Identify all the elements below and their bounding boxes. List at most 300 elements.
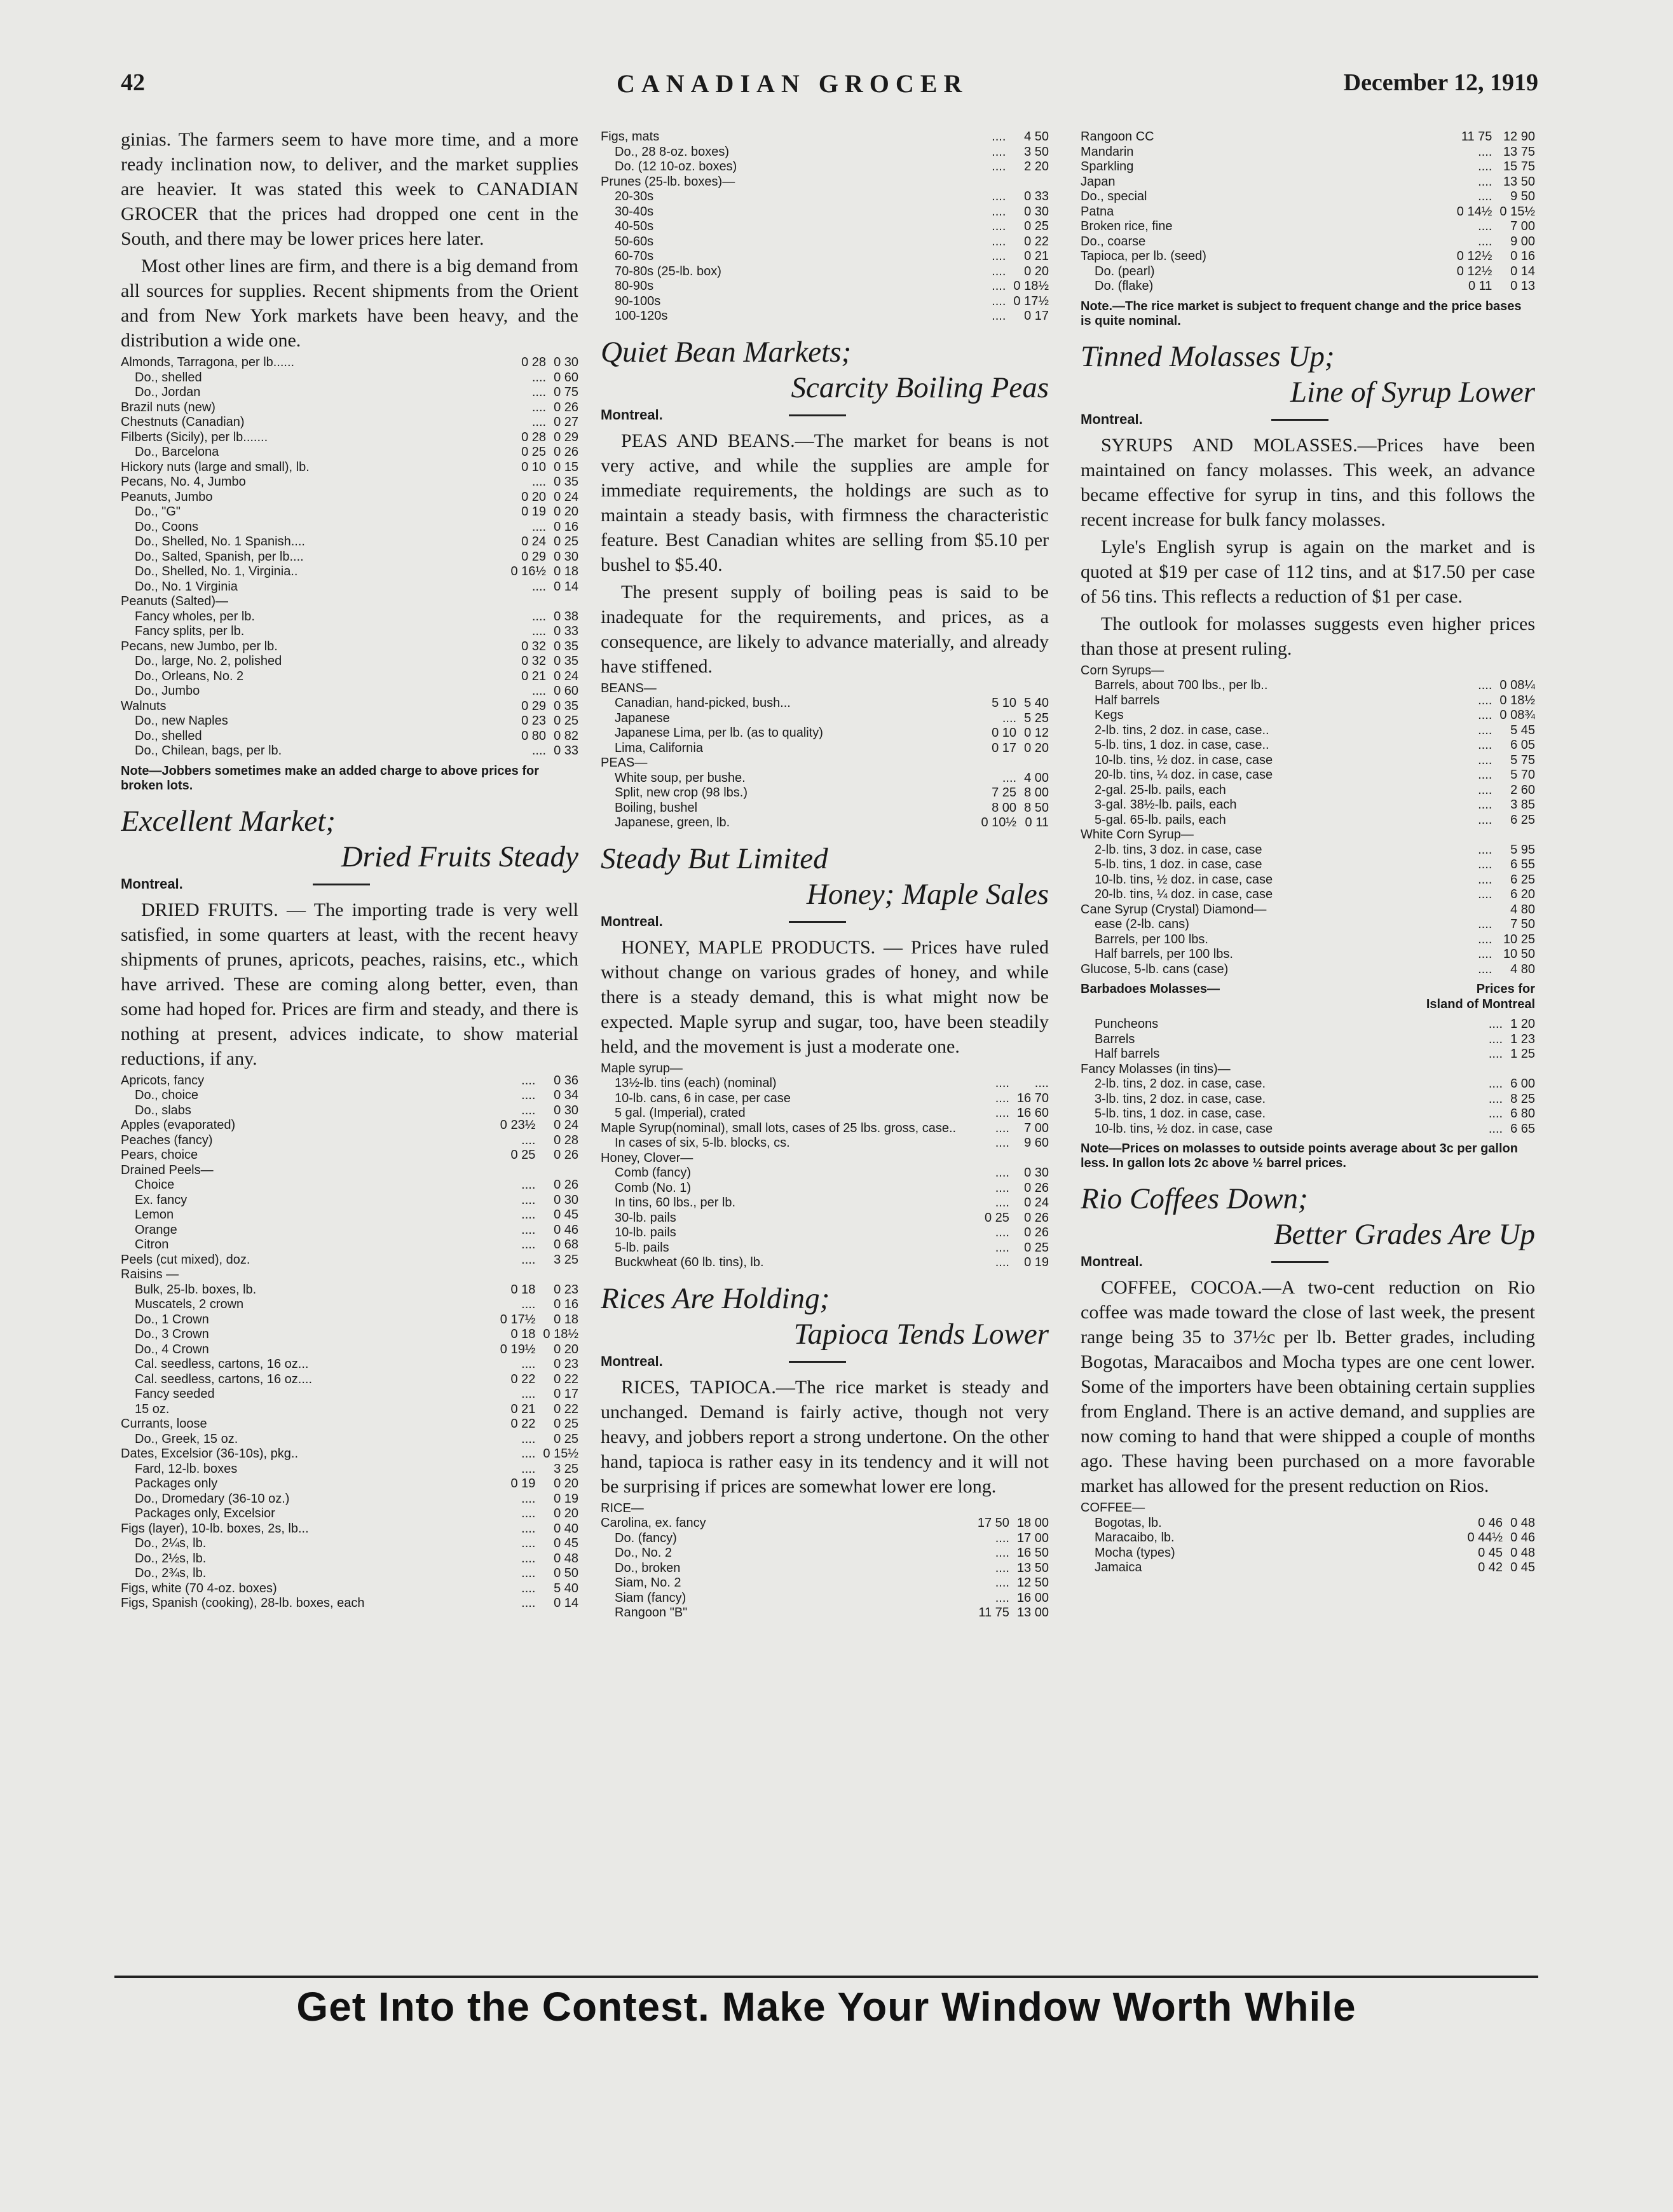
coffee-price-table — [1081, 1501, 1535, 1576]
price-high: 0 26 — [554, 1148, 578, 1162]
price-low: .... — [1488, 1107, 1503, 1121]
item-name: Do., 28 8-oz. boxes) — [615, 144, 730, 159]
price-high: 0 46 — [1510, 1531, 1535, 1545]
price-high: 0 24 — [554, 669, 578, 683]
item-name: Do., shelled — [135, 370, 202, 385]
item-name: 10-lb. cans, 6 in case, per case — [615, 1091, 791, 1105]
item-name: Do., Shelled, No. 1 Spanish.... — [135, 535, 305, 549]
item-name: 20-lb. tins, ¼ doz. in case, case — [1095, 887, 1273, 901]
price-low: .... — [1478, 812, 1492, 827]
price-row — [121, 385, 578, 400]
nuts-price-table — [121, 355, 578, 759]
price-high: 4 80 — [1510, 902, 1535, 917]
price-low: .... — [1002, 711, 1017, 725]
price-high: 10 25 — [1503, 932, 1535, 946]
dried-fruits-paragraph: DRIED FRUITS. — The importing trade is very well satisfied, in some quarters at least, with the recent heavy shipments of prunes, apricots, peaches, raisins, etc., which have arrived. These are coming along better, even, than some had hoped for. Prices are firm and steady, and there is nothing at present, advices indicate, to show material reductions, if any. — [121, 899, 578, 1069]
price-low: .... — [1478, 932, 1492, 946]
price-row — [1081, 130, 1535, 145]
price-high: 6 80 — [1510, 1107, 1535, 1121]
price-high: 0 75 — [554, 385, 578, 399]
price-row — [121, 460, 578, 475]
price-high: 0 22 — [554, 1402, 578, 1416]
item-name: Do., choice — [135, 1088, 199, 1102]
price-high: 0 15 — [554, 460, 578, 474]
bean-paragraph-2: The present supply of boiling peas is said to be inadequate for the requirements, and prices, as a consequence, are likely to advance materially, and already have stiffened. — [601, 581, 1049, 677]
item-name: 60-70s — [615, 249, 654, 263]
price-low: .... — [1478, 738, 1492, 752]
price-low — [1470, 903, 1492, 918]
price-low: .... — [521, 1192, 536, 1207]
item-name: Peanuts (Salted)— — [121, 594, 228, 608]
bean-dateline: Montreal. — [601, 407, 1049, 425]
item-name: Do., slabs — [135, 1103, 191, 1117]
price-low: 0 44½ — [1467, 1531, 1503, 1545]
price-low: 0 46 — [1478, 1515, 1503, 1530]
price-low: 17 50 — [977, 1516, 1009, 1530]
price-low: 0 18 — [510, 1327, 536, 1341]
price-high: 13 00 — [1016, 1606, 1049, 1620]
item-name: Rangoon CC — [1081, 130, 1154, 144]
price-low: .... — [1478, 678, 1492, 692]
price-row — [1081, 962, 1535, 978]
dried-fruits-dateline: Montreal. — [121, 876, 578, 894]
price-row — [1081, 813, 1535, 828]
price-row — [121, 1267, 578, 1283]
item-name: Kegs — [1095, 708, 1124, 722]
price-row — [1081, 693, 1535, 709]
price-low: .... — [531, 519, 547, 534]
price-high — [546, 594, 578, 610]
dried-fruits-price-table — [121, 1074, 578, 1611]
price-low: .... — [521, 1596, 536, 1610]
item-name: Do., "G" — [135, 505, 181, 519]
price-high: 0 18½ — [1499, 693, 1535, 707]
price-high: 0 18½ — [543, 1327, 578, 1341]
price-low: 0 16½ — [510, 564, 547, 578]
item-name: Do., broken — [615, 1560, 681, 1575]
price-row — [1081, 1501, 1535, 1516]
price-high: 0 26 — [1024, 1180, 1049, 1195]
price-low: 0 18 — [510, 1282, 536, 1297]
item-name: Fancy wholes, per lb. — [135, 609, 255, 624]
item-name: RICE— — [601, 1501, 644, 1515]
molasses-note: Note—Prices on molasses to outside points average about 3c per gallon less. In gallon lots 2c above ½ barrel prices. — [1081, 1142, 1518, 1170]
price-row — [121, 1462, 578, 1477]
item-name: Peels (cut mixed), doz. — [121, 1252, 250, 1267]
price-low: 0 10 — [992, 726, 1017, 740]
price-row — [1081, 1531, 1535, 1546]
price-low: .... — [992, 219, 1006, 233]
price-high: 4 50 — [1024, 130, 1049, 144]
item-name: 15 oz. — [135, 1402, 170, 1416]
price-low — [970, 1501, 1009, 1517]
price-high: 0 30 — [554, 355, 578, 369]
price-low — [1470, 664, 1492, 679]
price-high: 16 60 — [1016, 1106, 1049, 1120]
price-low: .... — [1478, 174, 1492, 189]
price-high: 13 50 — [1016, 1560, 1049, 1575]
item-name: Do., shelled — [135, 728, 202, 743]
price-low: .... — [995, 1196, 1009, 1210]
nuts-note: Note—Jobbers sometimes make an added charge to above prices for broken lots. — [121, 763, 539, 793]
price-row — [1081, 1047, 1535, 1062]
item-name: Citron — [135, 1238, 169, 1252]
price-high — [1016, 681, 1049, 697]
price-row — [1081, 1062, 1535, 1077]
price-high: 0 08¼ — [1499, 678, 1535, 692]
price-low: .... — [1478, 234, 1492, 249]
price-row — [1081, 947, 1535, 962]
item-name: Do., 2¾s, lb. — [135, 1566, 207, 1580]
barbados-title-left: Barbadoes Molasses— — [1081, 982, 1220, 996]
item-name: Do., Orleans, No. 2 — [135, 669, 244, 683]
issue-date: December 12, 1919 — [1343, 69, 1538, 96]
price-row — [601, 816, 1049, 831]
price-row — [601, 711, 1049, 727]
price-row — [1081, 768, 1535, 783]
rice-tapioca-price-table — [1081, 130, 1535, 294]
price-low: 5 10 — [992, 696, 1017, 710]
price-low: .... — [521, 1461, 536, 1476]
price-high: 0 30 — [1024, 204, 1049, 219]
price-low: .... — [521, 1088, 536, 1102]
price-high: 5 25 — [1024, 711, 1049, 725]
price-row — [121, 1283, 578, 1298]
price-row — [121, 1253, 578, 1268]
price-row — [601, 1255, 1049, 1271]
price-low: 0 32 — [521, 654, 547, 668]
price-high: 5 70 — [1510, 768, 1535, 782]
price-low: .... — [995, 1136, 1009, 1150]
price-high: 0 16 — [1510, 249, 1535, 263]
item-name: Pears, choice — [121, 1148, 198, 1162]
item-name: Hickory nuts (large and small), lb. — [121, 460, 310, 474]
price-high: 0 46 — [554, 1222, 578, 1237]
price-low: 0 14½ — [1456, 204, 1492, 219]
intro-paragraph-2: Most other lines are firm, and there is a big demand from all sources for supplies. Recent shipments from the Orient and from New York markets have been heavy, and the distribution a wide one. — [121, 256, 578, 351]
molasses-paragraph-1: SYRUPS AND MOLASSES.—Prices have been maintained on fancy molasses. This week, an advance became effective for syrup in tins, and this follows the recent increase for bulk fancy molasses. — [1081, 434, 1535, 530]
price-row — [1081, 219, 1535, 235]
price-low: .... — [1478, 723, 1492, 737]
intro-paragraph-1: ginias. The farmers seem to have more time, and a more ready inclination now, to deliver, and the market supplies are heavier. It was stated this week to CANADIAN GROCER that the prices had dropped one cent in the South, and there may be lower prices here later. — [121, 129, 578, 249]
price-row — [121, 1118, 578, 1133]
price-high: 0 68 — [554, 1238, 578, 1252]
item-name: Do., Chilean, bags, per lb. — [135, 744, 282, 758]
price-low: .... — [992, 294, 1006, 308]
price-row — [601, 249, 1049, 264]
item-name: 30-lb. pails — [615, 1210, 676, 1225]
item-name: Tapioca, per lb. (seed) — [1081, 249, 1206, 263]
item-name: Japanese Lima, per lb. (as to quality) — [615, 726, 823, 740]
price-low: .... — [521, 1536, 536, 1550]
price-row — [601, 145, 1049, 160]
item-name: 10-lb. tins, ½ doz. in case, case — [1095, 1121, 1273, 1136]
price-row — [1081, 664, 1535, 679]
rice-dateline: Montreal. — [601, 1353, 1049, 1371]
price-row — [121, 654, 578, 669]
item-name: Siam, No. 2 — [615, 1576, 681, 1590]
item-name: Honey, Clover— — [601, 1150, 693, 1165]
price-row — [601, 1062, 1049, 1077]
item-name: Currants, loose — [121, 1417, 207, 1431]
price-row — [121, 1492, 578, 1507]
item-name: ease (2-lb. cans) — [1095, 917, 1189, 931]
price-high: 0 20 — [554, 505, 578, 519]
molasses-dateline: Montreal. — [1081, 411, 1535, 429]
price-row — [121, 371, 578, 386]
item-name: Sparkling — [1081, 160, 1134, 174]
price-high: 0 35 — [554, 699, 578, 713]
price-row — [121, 550, 578, 565]
price-row — [601, 279, 1049, 294]
price-high: 0 45 — [554, 1208, 578, 1222]
price-row — [1081, 753, 1535, 768]
price-row — [121, 1417, 578, 1432]
price-high: 3 50 — [1024, 144, 1049, 159]
price-row — [601, 1501, 1049, 1517]
price-low: .... — [521, 1566, 536, 1580]
price-high: 0 13 — [1510, 279, 1535, 293]
item-name: Patna — [1081, 204, 1114, 219]
price-high: 13 50 — [1503, 174, 1535, 189]
price-row — [1081, 264, 1535, 280]
price-low: 0 19½ — [500, 1342, 536, 1356]
price-row — [1081, 175, 1535, 190]
price-high: 0 15½ — [543, 1447, 578, 1461]
price-row — [121, 669, 578, 685]
item-name: Figs, mats — [601, 130, 660, 144]
price-row — [121, 610, 578, 625]
price-row — [121, 1477, 578, 1492]
price-high: 0 24 — [554, 489, 578, 504]
item-name: Siam (fancy) — [615, 1590, 686, 1605]
price-low: .... — [1488, 1032, 1503, 1046]
price-high: 7 00 — [1024, 1121, 1049, 1135]
item-name: 13½-lb. tins (each) (nominal) — [615, 1076, 777, 1090]
price-row — [601, 1166, 1049, 1181]
price-high: 0 34 — [554, 1088, 578, 1102]
price-row — [1081, 843, 1535, 858]
price-high: 0 27 — [554, 415, 578, 429]
price-row — [121, 1566, 578, 1581]
price-row — [121, 355, 578, 371]
price-row — [1081, 903, 1535, 918]
price-row — [601, 1136, 1049, 1151]
price-high: 0 35 — [554, 475, 578, 489]
price-high: 4 80 — [1510, 962, 1535, 976]
price-high — [535, 1163, 578, 1178]
price-row — [121, 415, 578, 430]
price-row — [121, 1208, 578, 1223]
item-name: Do., No. 1 Virginia — [135, 579, 238, 594]
price-high: 16 00 — [1016, 1590, 1049, 1605]
price-low: .... — [995, 1531, 1009, 1545]
price-low: .... — [995, 1076, 1009, 1090]
price-low: .... — [521, 1252, 536, 1267]
price-low: .... — [1478, 887, 1492, 901]
price-low: .... — [992, 249, 1006, 263]
price-row — [121, 639, 578, 655]
item-name: 10-lb. tins, ½ doz. in case, case — [1095, 872, 1273, 887]
price-low: .... — [992, 130, 1006, 144]
figs-prunes-price-table — [601, 130, 1049, 324]
item-name: Half barrels — [1095, 693, 1160, 707]
price-row — [601, 1531, 1049, 1546]
item-name: Do., new Naples — [135, 714, 228, 728]
price-row — [1081, 1077, 1535, 1092]
molasses-headline: Tinned Molasses Up; Line of Syrup Lower — [1081, 339, 1535, 409]
price-high: 0 16 — [554, 519, 578, 534]
price-high: 0 24 — [1024, 1196, 1049, 1210]
price-high: 0 11 — [1025, 816, 1049, 830]
price-low: .... — [1478, 872, 1492, 887]
price-row — [601, 1211, 1049, 1226]
item-name: Do., Salted, Spanish, per lb.... — [135, 549, 304, 564]
price-low: .... — [1488, 1077, 1503, 1091]
price-row — [601, 1181, 1049, 1196]
price-high — [1016, 756, 1049, 771]
price-row — [601, 160, 1049, 175]
price-high: 0 19 — [1024, 1255, 1049, 1269]
price-low: .... — [521, 1208, 536, 1222]
price-low: 0 32 — [521, 639, 547, 653]
price-high: 6 65 — [1510, 1121, 1535, 1136]
price-row — [121, 1088, 578, 1103]
price-low: .... — [521, 1103, 536, 1117]
price-low: .... — [521, 1357, 536, 1371]
price-row — [601, 264, 1049, 280]
item-name: Do., 2½s, lb. — [135, 1551, 207, 1566]
price-row — [1081, 249, 1535, 264]
item-name: Do., No. 2 — [615, 1546, 673, 1560]
price-row — [121, 1103, 578, 1119]
price-low: .... — [1478, 160, 1492, 174]
price-low: 11 75 — [978, 1606, 1009, 1620]
price-high: 6 25 — [1510, 872, 1535, 887]
price-high: 0 30 — [1024, 1166, 1049, 1180]
price-low: .... — [531, 624, 547, 638]
price-row — [121, 1178, 578, 1193]
price-high: 0 23 — [554, 1282, 578, 1297]
price-low — [493, 1163, 536, 1178]
price-row — [121, 1372, 578, 1388]
price-low: .... — [1478, 693, 1492, 707]
price-low: 0 17 — [992, 741, 1017, 755]
price-high: 0 16 — [554, 1297, 578, 1311]
rice-note: Note.—The rice market is subject to frequent change and the price bases is quite nominal. — [1081, 299, 1522, 328]
price-row — [1081, 1122, 1535, 1137]
price-high: 0 17½ — [1013, 294, 1049, 308]
price-row — [121, 1387, 578, 1402]
item-name: White Corn Syrup— — [1081, 828, 1194, 842]
item-name: Do., 3 Crown — [135, 1327, 209, 1341]
price-low — [493, 1267, 536, 1283]
price-row — [601, 681, 1049, 697]
item-name: 20-30s — [615, 189, 654, 203]
price-low: .... — [995, 1121, 1009, 1135]
price-row — [601, 771, 1049, 786]
item-name: Do., Barcelona — [135, 445, 219, 459]
price-low: 0 12½ — [1456, 264, 1492, 278]
price-low: .... — [992, 279, 1006, 293]
price-row — [121, 1327, 578, 1342]
price-high: 5 95 — [1510, 842, 1535, 857]
price-row — [121, 1074, 578, 1089]
price-high — [1503, 1501, 1535, 1516]
rice-paragraph: RICES, TAPIOCA.—The rice market is steady and unchanged. Demand is fairly active, though not very heavy, and jobbers report a strong undertone. On the other hand, tapioca is rather easy in its tendency and it will not be surprising if prices are somewhat lower ere long. — [601, 1376, 1049, 1497]
price-row — [601, 726, 1049, 741]
price-low: 0 28 — [521, 430, 547, 444]
price-row — [121, 1536, 578, 1552]
price-row — [601, 219, 1049, 235]
price-row — [1081, 798, 1535, 813]
syrup-price-table — [1081, 664, 1535, 978]
price-row — [1081, 1546, 1535, 1561]
item-name: Rangoon "B" — [615, 1606, 688, 1620]
price-high — [1492, 828, 1535, 843]
price-high — [1009, 1062, 1049, 1077]
price-row — [1081, 279, 1535, 294]
price-high: 0 82 — [554, 728, 578, 743]
price-high: 9 50 — [1510, 189, 1535, 203]
item-name: Buckwheat (60 lb. tins), lb. — [615, 1255, 764, 1269]
price-low — [973, 756, 1016, 771]
price-low — [973, 681, 1016, 697]
price-high: 6 05 — [1510, 738, 1535, 752]
price-low: .... — [531, 684, 547, 698]
price-high: 4 00 — [1024, 770, 1049, 785]
price-low: .... — [995, 1255, 1009, 1269]
price-low: .... — [1478, 219, 1492, 233]
price-row — [1081, 738, 1535, 753]
price-low: .... — [531, 475, 547, 489]
price-row — [121, 430, 578, 446]
price-high: 0 20 — [554, 1506, 578, 1520]
item-name: White soup, per bushe. — [615, 770, 746, 785]
price-low: .... — [521, 1581, 536, 1595]
item-name: Filberts (Sicily), per lb....... — [121, 430, 268, 444]
price-low: .... — [1488, 1047, 1503, 1061]
price-high: 0 24 — [554, 1118, 578, 1132]
price-row — [601, 1561, 1049, 1576]
item-name: Pecans, new Jumbo, per lb. — [121, 639, 278, 653]
price-high: 3 85 — [1510, 798, 1535, 812]
price-low: .... — [1478, 917, 1492, 931]
price-low: 0 25 — [510, 1148, 536, 1162]
price-low: .... — [521, 1297, 536, 1311]
price-high: 8 50 — [1024, 800, 1049, 815]
price-row — [121, 729, 578, 744]
item-name: Lima, California — [615, 741, 703, 755]
price-row — [601, 235, 1049, 250]
price-row — [121, 580, 578, 595]
price-low: .... — [521, 1073, 536, 1088]
price-high: 0 22 — [1024, 234, 1049, 249]
item-name: In cases of six, 5-lb. blocks, cs. — [615, 1136, 790, 1150]
price-low: .... — [992, 160, 1006, 174]
column-3 — [1081, 127, 1535, 1951]
price-high: 3 25 — [554, 1252, 578, 1267]
price-high: 0 33 — [1024, 189, 1049, 203]
price-row — [601, 175, 1049, 190]
price-low: 0 19 — [510, 1477, 536, 1491]
item-name: Do., Jumbo — [135, 684, 200, 698]
price-low: .... — [995, 1590, 1009, 1605]
item-name: Packages only — [135, 1477, 218, 1491]
item-name: In tins, 60 lbs., per lb. — [615, 1196, 736, 1210]
price-high: 0 28 — [554, 1133, 578, 1147]
item-name: Cane Syrup (Crystal) Diamond— — [1081, 902, 1267, 917]
